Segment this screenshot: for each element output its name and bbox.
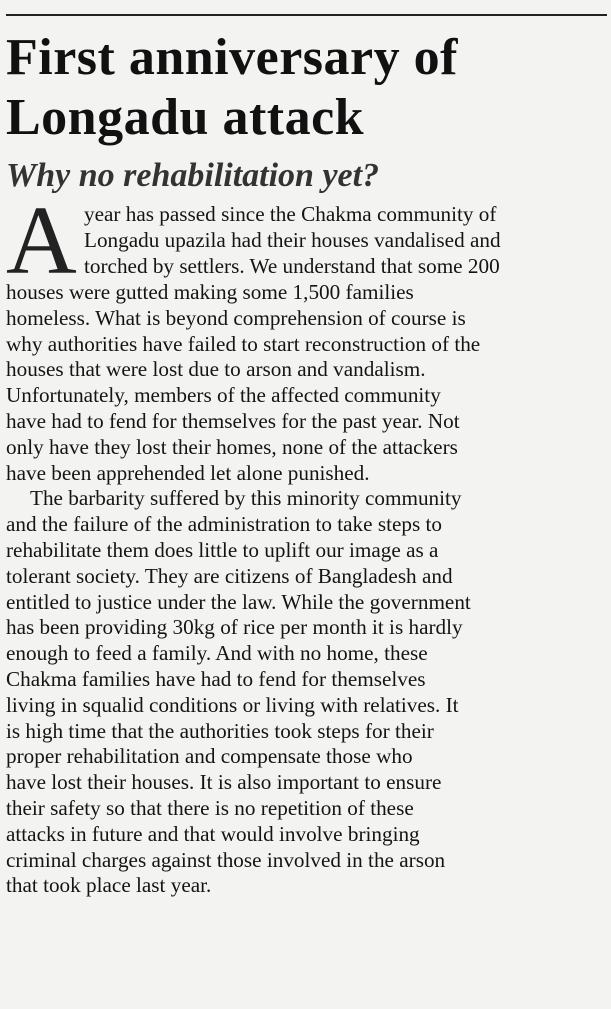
paragraph-2-line: The barbarity suffered by this minority community <box>30 486 462 511</box>
paragraph-2-line: has been providing 30kg of rice per month it is hardly <box>6 615 463 640</box>
paragraph-2-line: attacks in future and that would involve bringing <box>6 821 420 846</box>
paragraph-1-line: Longadu upazila had their houses vandalised and <box>84 227 501 252</box>
paragraph-2-line: have lost their houses. It is also important to ensure <box>6 770 442 795</box>
paragraph-2-line: Chakma families have had to fend for themselves <box>6 666 426 691</box>
paragraph-1-line: Unfortunately, members of the affected community <box>6 383 441 408</box>
paragraph-2-line: criminal charges against those involved in the arson <box>6 847 446 872</box>
paragraph-2-line: enough to feed a family. And with no home, these <box>6 641 428 666</box>
paragraph-2-line: tolerant society. They are citizens of Bangladesh and <box>6 563 453 588</box>
paragraph-2 <box>6 486 604 899</box>
editorial-article <box>6 28 604 899</box>
paragraph-1-line: houses were gutted making some 1,500 families <box>6 280 414 304</box>
paragraph-2-line: entitled to justice under the law. While the government <box>6 589 471 614</box>
paragraph-1-line: houses that were lost due to arson and vandalism. <box>6 357 426 382</box>
drop-cap-letter: A <box>6 187 77 295</box>
top-rule <box>6 14 607 16</box>
paragraph-1-line: have had to fend for themselves for the past year. Not <box>6 408 460 433</box>
article-subheadline: Why no rehabilitation yet? <box>6 157 380 194</box>
paragraph-2-line: that took place last year. <box>6 873 212 898</box>
article-headline <box>6 28 604 148</box>
paragraph-2-line: is high time that the authorities took steps for their <box>6 718 434 743</box>
paragraph-1-line: year has passed since the Chakma community of <box>84 202 497 226</box>
paragraph-1-line: only have they lost their homes, none of the attackers <box>6 434 458 459</box>
article-body <box>6 187 604 899</box>
paragraph-2-line: living in squalid conditions or living with relatives. It <box>6 692 459 717</box>
paragraph-1-line: have been apprehended let alone punished. <box>6 460 370 485</box>
paragraph-1-line: homeless. What is beyond comprehension of course is <box>6 305 466 330</box>
paragraph-2-line: and the failure of the administration to take steps to <box>6 512 442 537</box>
headline-line-1: First anniversary of <box>6 29 458 86</box>
headline-line-2: Longadu attack <box>6 89 365 146</box>
paragraph-1-line: torched by settlers. We understand that some 200 <box>84 253 500 278</box>
paragraph-2-line: rehabilitate them does little to uplift our image as a <box>6 537 439 562</box>
paragraph-2-line: proper rehabilitation and compensate those who <box>6 744 413 769</box>
paragraph-1-line: why authorities have failed to start reconstruction of the <box>6 331 481 356</box>
paragraph-1 <box>6 187 604 486</box>
paragraph-2-line: their safety so that there is no repetition of these <box>6 795 414 820</box>
